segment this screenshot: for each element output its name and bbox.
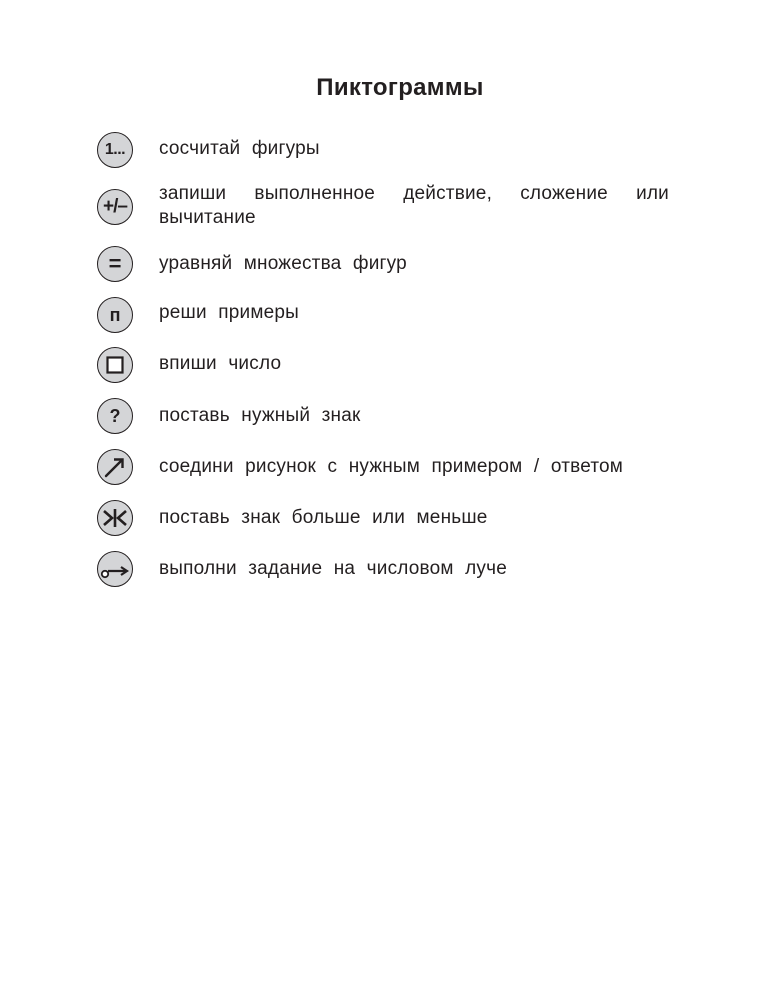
legend-text-arrow: соедини рисунок с нужным примером / ответом [159, 456, 624, 477]
legend-text-equals: уравняй множества фигур [159, 253, 407, 274]
legend-text-count: сосчитай фигуры [159, 138, 320, 159]
page-title: Пиктограммы [316, 74, 484, 101]
examples-icon [97, 297, 133, 333]
arrow-glyph [102, 454, 128, 480]
compare-glyph [101, 507, 129, 529]
question-symbol: ? [109, 405, 121, 426]
legend-text-plus-minus: запиши выполненное действие, сложение или вычитание [159, 183, 669, 228]
box-glyph [106, 356, 124, 374]
count-symbol: 1... [104, 141, 126, 158]
plus-minus-symbol: +/– [103, 196, 127, 217]
examples-symbol: п [109, 304, 121, 325]
legend-text-box: впиши число [159, 353, 282, 374]
legend-text-question: поставь нужный знак [159, 405, 361, 426]
equals-symbol: = [108, 251, 122, 276]
box-icon [97, 347, 133, 383]
compare-icon [97, 500, 133, 536]
equals-icon [97, 246, 133, 282]
arrow-icon [97, 449, 133, 485]
number-ray-icon [97, 551, 133, 587]
question-icon [97, 398, 133, 434]
legend-text-examples: реши примеры [159, 302, 299, 323]
count-icon [97, 132, 133, 168]
plus-minus-icon [97, 189, 133, 225]
legend-text-number-ray: выполни задание на числовом луче [159, 558, 508, 579]
legend-text-compare: поставь знак больше или меньше [159, 507, 488, 528]
number-ray-glyph [100, 558, 130, 580]
